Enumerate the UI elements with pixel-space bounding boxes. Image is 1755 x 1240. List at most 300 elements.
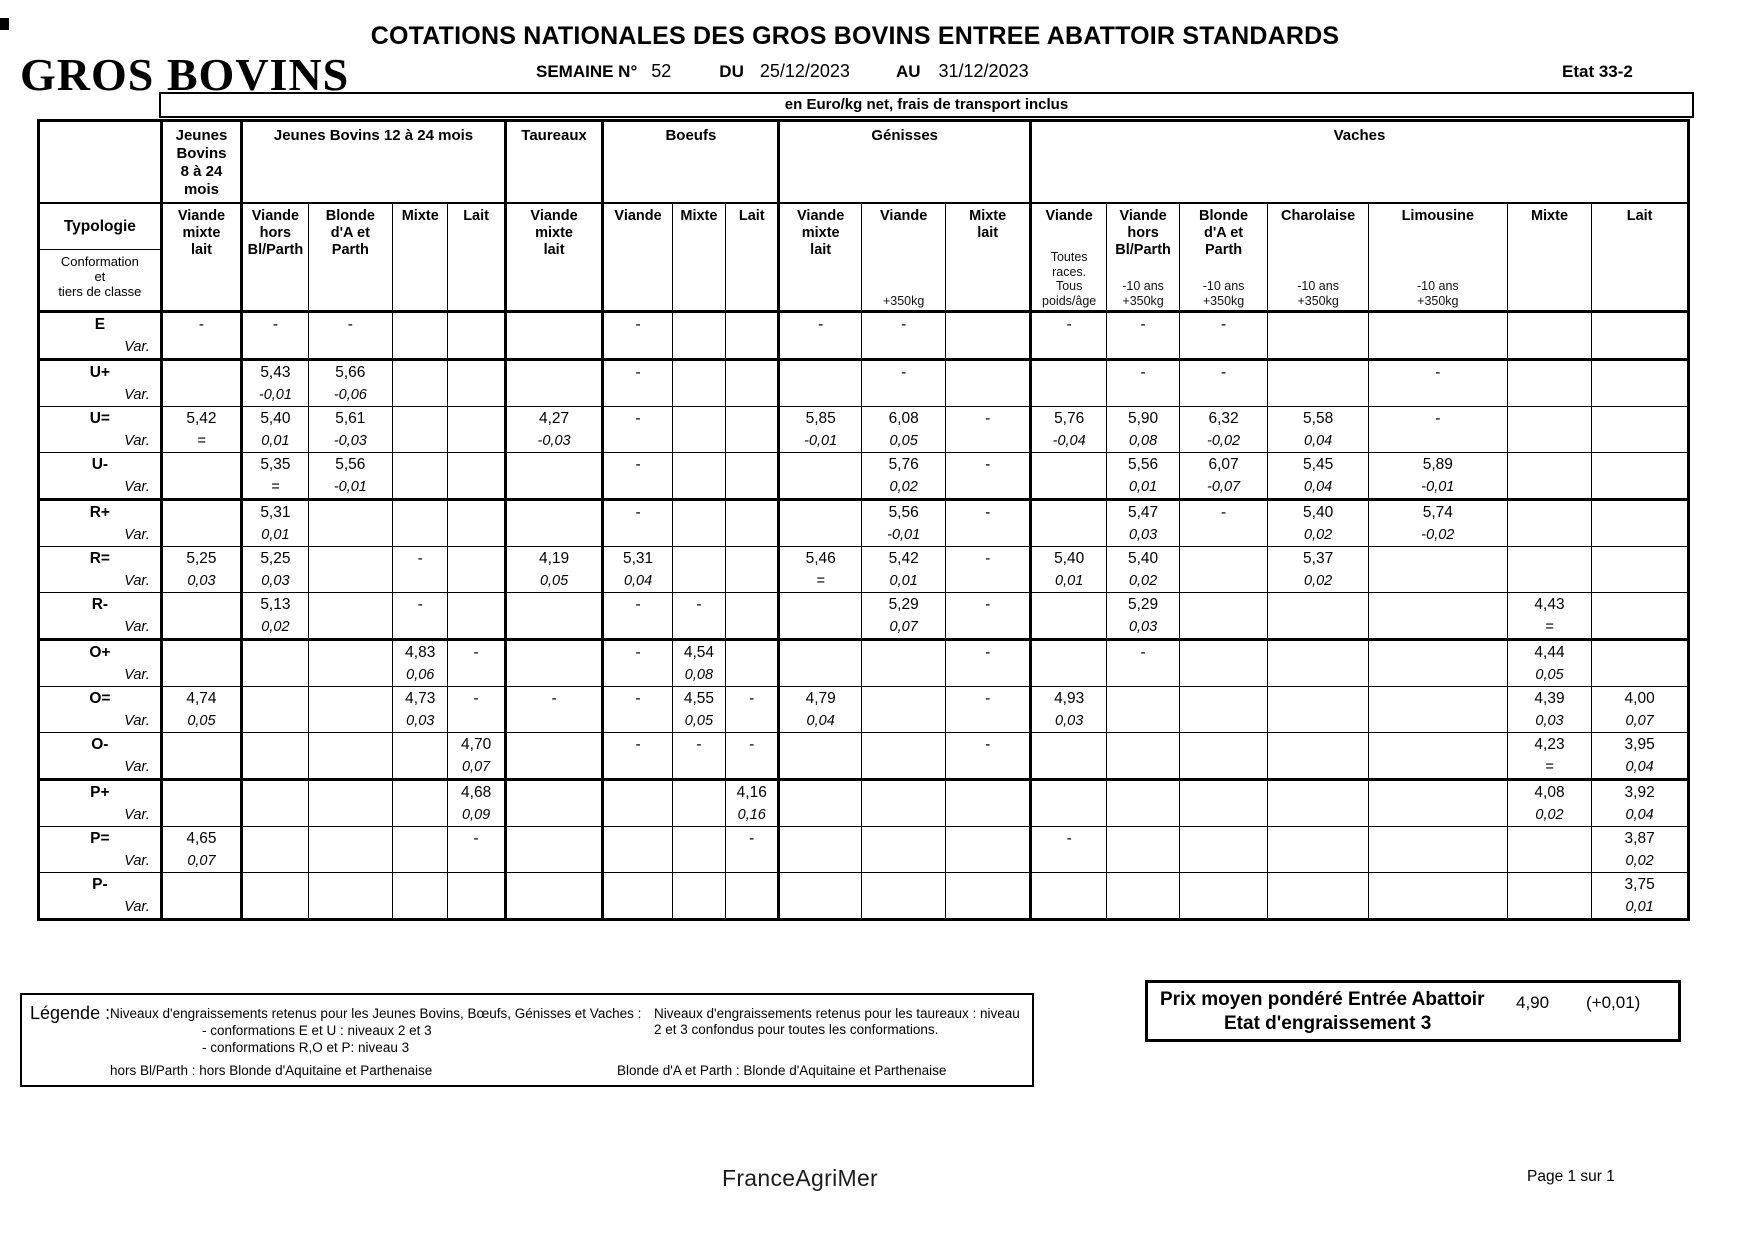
data-cell: - (946, 593, 1031, 640)
column-header: Mixte (672, 203, 725, 312)
data-cell: - (393, 593, 448, 640)
data-cell (393, 407, 448, 453)
data-cell: 5,76 -0,04 (1030, 407, 1106, 453)
data-cell: 4,27 -0,03 (505, 407, 603, 453)
data-cell (308, 500, 393, 547)
group-header: Jeunes Bovins 12 à 24 mois (242, 121, 506, 204)
data-cell: 5,13 0,02 (242, 593, 308, 640)
column-header: Viande mixte lait (161, 203, 241, 312)
data-cell: - (603, 407, 672, 453)
data-cell (1179, 593, 1268, 640)
data-cell: - (161, 312, 241, 360)
data-cell (1268, 687, 1369, 733)
column-header: Lait (1592, 203, 1689, 312)
data-cell: - (1107, 640, 1179, 687)
data-cell (1030, 500, 1106, 547)
data-cell (946, 827, 1031, 873)
data-cell: 5,46 = (779, 547, 861, 593)
legend-label: Légende : (30, 1003, 111, 1023)
data-cell (1507, 453, 1592, 500)
data-cell (1268, 640, 1369, 687)
data-cell: - (603, 593, 672, 640)
data-cell: 4,79 0,04 (779, 687, 861, 733)
data-cell (726, 360, 779, 407)
data-cell: 3,87 0,02 (1592, 827, 1689, 873)
data-cell: 4,23 = (1507, 733, 1592, 780)
data-cell (672, 407, 725, 453)
data-cell (1592, 640, 1689, 687)
data-cell (448, 500, 505, 547)
data-cell: - (603, 312, 672, 360)
data-cell (505, 312, 603, 360)
unit-banner: en Euro/kg net, frais de transport inclus (159, 92, 1694, 118)
table-row (39, 407, 1689, 453)
data-cell: - (946, 407, 1031, 453)
from-value: 25/12/2023 (759, 61, 850, 81)
data-cell (672, 873, 725, 920)
state-ref: Etat 33-2 (1562, 62, 1633, 81)
table-row (39, 312, 1689, 360)
data-cell (1179, 827, 1268, 873)
data-cell: 5,42 0,01 (861, 547, 946, 593)
data-cell (1507, 500, 1592, 547)
data-cell (308, 547, 393, 593)
data-cell: 5,43 -0,01 (242, 360, 308, 407)
data-cell (393, 873, 448, 920)
data-cell (393, 360, 448, 407)
data-cell (779, 593, 861, 640)
data-cell (1368, 547, 1507, 593)
data-cell: - (946, 733, 1031, 780)
data-cell (672, 500, 725, 547)
data-cell (505, 827, 603, 873)
data-cell (1507, 547, 1592, 593)
data-cell: 5,37 0,02 (1268, 547, 1369, 593)
data-cell (242, 873, 308, 920)
table-row (39, 733, 1689, 780)
data-cell: 5,61 -0,03 (308, 407, 393, 453)
data-cell (242, 687, 308, 733)
data-cell (1507, 827, 1592, 873)
data-cell: - (1030, 827, 1106, 873)
data-cell (161, 733, 241, 780)
column-header: Viande mixte lait (779, 203, 861, 312)
data-cell (505, 500, 603, 547)
data-cell: 5,31 0,04 (603, 547, 672, 593)
data-cell (161, 500, 241, 547)
data-cell (161, 873, 241, 920)
data-cell (726, 407, 779, 453)
data-cell (393, 312, 448, 360)
data-cell (1268, 733, 1369, 780)
summary-variation: (+0,01) (1586, 993, 1641, 1012)
data-cell (603, 780, 672, 827)
data-cell: 5,25 0,03 (161, 547, 241, 593)
data-cell: - (946, 640, 1031, 687)
legend-taureaux-line2: 2 et 3 confondus pour toutes les conformations. (654, 1022, 939, 1037)
data-cell (946, 780, 1031, 827)
data-cell (779, 640, 861, 687)
data-cell (726, 593, 779, 640)
row-label: P- Var. (39, 873, 162, 920)
data-cell: 5,40 0,01 (242, 407, 308, 453)
data-cell: - (861, 360, 946, 407)
group-header: Taureaux (505, 121, 603, 204)
legend-main-text: Niveaux d'engraissements retenus pour les Jeunes Bovins, Bœufs, Génisses et Vaches : (110, 1006, 642, 1021)
data-cell: 4,39 0,03 (1507, 687, 1592, 733)
legend-item-1: - conformations E et U : niveaux 2 et 3 (202, 1023, 432, 1038)
table-row (39, 547, 1689, 593)
row-label: P= Var. (39, 827, 162, 873)
data-cell: 4,74 0,05 (161, 687, 241, 733)
data-cell (448, 360, 505, 407)
column-header: Blonde d'A et Parth -10 ans +350kg (1179, 203, 1268, 312)
data-cell (1592, 500, 1689, 547)
data-cell: 5,47 0,03 (1107, 500, 1179, 547)
data-cell: - (505, 687, 603, 733)
column-header: Viande hors Bl/Parth -10 ans +350kg (1107, 203, 1179, 312)
data-cell: 4,44 0,05 (1507, 640, 1592, 687)
data-cell (1592, 547, 1689, 593)
data-cell (308, 873, 393, 920)
data-cell (161, 453, 241, 500)
data-cell (779, 453, 861, 500)
data-cell (505, 873, 603, 920)
data-cell (946, 360, 1031, 407)
data-cell: 3,75 0,01 (1592, 873, 1689, 920)
data-cell (861, 640, 946, 687)
data-cell: - (726, 733, 779, 780)
data-cell (1268, 873, 1369, 920)
data-cell (946, 312, 1031, 360)
data-cell (448, 873, 505, 920)
data-cell: 5,42 = (161, 407, 241, 453)
data-cell: 4,19 0,05 (505, 547, 603, 593)
data-cell: - (1107, 312, 1179, 360)
data-cell: 5,56 0,01 (1107, 453, 1179, 500)
column-header: Mixte (1507, 203, 1592, 312)
to-label: AU (895, 62, 921, 81)
data-cell: 4,68 0,09 (448, 780, 505, 827)
data-cell (1368, 640, 1507, 687)
data-cell (726, 500, 779, 547)
data-cell (161, 360, 241, 407)
table-row (39, 593, 1689, 640)
data-cell (308, 780, 393, 827)
row-label: R- Var. (39, 593, 162, 640)
row-label: U= Var. (39, 407, 162, 453)
data-cell (861, 733, 946, 780)
row-header-cell: Typologie Conformation et tiers de classe (39, 203, 162, 312)
data-cell: 5,56 -0,01 (861, 500, 946, 547)
column-header: Mixte (393, 203, 448, 312)
data-cell: 6,32 -0,02 (1179, 407, 1268, 453)
data-cell (1592, 360, 1689, 407)
data-cell (779, 873, 861, 920)
data-cell: 5,40 0,01 (1030, 547, 1106, 593)
data-cell: - (1179, 312, 1268, 360)
data-cell (1030, 733, 1106, 780)
row-label: O= Var. (39, 687, 162, 733)
data-cell: 3,95 0,04 (1592, 733, 1689, 780)
table-row (39, 873, 1689, 920)
data-cell (1507, 407, 1592, 453)
data-cell (505, 453, 603, 500)
data-cell: 5,66 -0,06 (308, 360, 393, 407)
data-cell: - (1107, 360, 1179, 407)
group-header-row (39, 121, 1689, 204)
data-cell (1592, 407, 1689, 453)
data-cell (1268, 780, 1369, 827)
group-header: Génisses (779, 121, 1031, 204)
data-cell (672, 360, 725, 407)
row-label: P+ Var. (39, 780, 162, 827)
table-row (39, 780, 1689, 827)
data-cell: - (448, 827, 505, 873)
data-cell (603, 827, 672, 873)
page-number: Page 1 sur 1 (1527, 1168, 1615, 1185)
data-cell: 4,43 = (1507, 593, 1592, 640)
data-cell: - (946, 453, 1031, 500)
data-cell (393, 827, 448, 873)
data-cell: - (308, 312, 393, 360)
data-cell (726, 547, 779, 593)
legend-item-2: - conformations R,O et P: niveau 3 (202, 1040, 410, 1055)
legend-note-right: Blonde d'A et Parth : Blonde d'Aquitaine et Parthenaise (617, 1063, 947, 1078)
brand-footer: FranceAgriMer (722, 1165, 878, 1191)
data-cell: 5,45 0,04 (1268, 453, 1369, 500)
data-cell (505, 733, 603, 780)
row-label: O+ Var. (39, 640, 162, 687)
quotation-table-wrap (37, 119, 1690, 921)
data-cell (448, 547, 505, 593)
data-cell (1107, 780, 1179, 827)
data-cell (1507, 312, 1592, 360)
data-cell (393, 453, 448, 500)
from-label: DU (719, 62, 744, 81)
group-header: Vaches (1030, 121, 1688, 204)
data-cell (161, 640, 241, 687)
data-cell (779, 827, 861, 873)
column-header: Lait (726, 203, 779, 312)
legend-taureaux-line1: Niveaux d'engraissements retenus pour les taureaux : niveau (654, 1006, 1020, 1021)
data-cell (1592, 312, 1689, 360)
data-cell: 5,35 = (242, 453, 308, 500)
data-cell: - (603, 640, 672, 687)
data-cell: 5,29 0,07 (861, 593, 946, 640)
data-cell (1030, 453, 1106, 500)
data-cell: 4,83 0,06 (393, 640, 448, 687)
data-cell: - (1030, 312, 1106, 360)
data-cell (1107, 687, 1179, 733)
table-row (39, 640, 1689, 687)
data-cell (308, 593, 393, 640)
data-cell: 5,74 -0,02 (1368, 500, 1507, 547)
data-cell (726, 873, 779, 920)
data-cell: - (861, 312, 946, 360)
data-cell: - (603, 360, 672, 407)
week-label: SEMAINE N° (536, 62, 638, 81)
table-row (39, 827, 1689, 873)
data-cell (1268, 360, 1369, 407)
data-cell (726, 312, 779, 360)
data-cell: 5,29 0,03 (1107, 593, 1179, 640)
product-title: GROS BOVINS (20, 49, 350, 100)
data-cell: 6,08 0,05 (861, 407, 946, 453)
week-line (536, 61, 1029, 82)
data-cell (1368, 780, 1507, 827)
data-cell (1592, 453, 1689, 500)
data-cell: - (603, 500, 672, 547)
data-cell (1179, 873, 1268, 920)
data-cell: - (672, 733, 725, 780)
row-label: E Var. (39, 312, 162, 360)
table-row (39, 687, 1689, 733)
data-cell: 4,93 0,03 (1030, 687, 1106, 733)
data-cell: 5,89 -0,01 (1368, 453, 1507, 500)
data-cell (393, 500, 448, 547)
data-cell: - (603, 453, 672, 500)
data-cell (505, 640, 603, 687)
data-cell (672, 827, 725, 873)
data-cell: - (242, 312, 308, 360)
data-cell: - (726, 687, 779, 733)
data-cell (779, 733, 861, 780)
data-cell (242, 640, 308, 687)
data-cell (861, 873, 946, 920)
column-header: Viande mixte lait (505, 203, 603, 312)
data-cell (779, 780, 861, 827)
data-cell (1107, 873, 1179, 920)
column-header: Blonde d'A et Parth (308, 203, 393, 312)
data-cell (1030, 873, 1106, 920)
data-cell (1507, 360, 1592, 407)
data-cell (242, 733, 308, 780)
data-cell: 6,07 -0,07 (1179, 453, 1268, 500)
data-cell (1107, 733, 1179, 780)
quotation-table (37, 119, 1690, 921)
data-cell (946, 873, 1031, 920)
data-cell (1179, 687, 1268, 733)
data-cell (308, 640, 393, 687)
group-header: Boeufs (603, 121, 779, 204)
data-cell (242, 827, 308, 873)
data-cell: 4,54 0,08 (672, 640, 725, 687)
data-cell: 4,65 0,07 (161, 827, 241, 873)
data-cell: - (672, 593, 725, 640)
table-row (39, 500, 1689, 547)
data-cell (393, 780, 448, 827)
data-cell (861, 687, 946, 733)
data-cell (779, 360, 861, 407)
data-cell: 5,90 0,08 (1107, 407, 1179, 453)
data-cell: - (779, 312, 861, 360)
data-cell (448, 312, 505, 360)
column-header: Limousine -10 ans +350kg (1368, 203, 1507, 312)
data-cell: - (946, 547, 1031, 593)
data-cell (603, 873, 672, 920)
data-cell (861, 827, 946, 873)
data-cell: 4,16 0,16 (726, 780, 779, 827)
data-cell: - (393, 547, 448, 593)
data-cell (448, 407, 505, 453)
data-cell (161, 593, 241, 640)
row-label: U- Var. (39, 453, 162, 500)
data-cell (1368, 312, 1507, 360)
data-cell (1030, 640, 1106, 687)
data-cell (779, 500, 861, 547)
column-header: Charolaise -10 ans +350kg (1268, 203, 1369, 312)
data-cell: - (603, 733, 672, 780)
data-cell (1368, 687, 1507, 733)
data-cell (1592, 593, 1689, 640)
summary-title-line1: Prix moyen pondéré Entrée Abattoir (1160, 989, 1485, 1010)
data-cell: 5,25 0,03 (242, 547, 308, 593)
data-cell: - (726, 827, 779, 873)
column-header: Viande Toutes races. Tous poids/âge (1030, 203, 1106, 312)
summary-title-line2: Etat d'engraissement 3 (1224, 1013, 1432, 1034)
data-cell: 4,55 0,05 (672, 687, 725, 733)
data-cell (505, 780, 603, 827)
data-cell (672, 547, 725, 593)
data-cell: 5,56 -0,01 (308, 453, 393, 500)
data-cell: 4,70 0,07 (448, 733, 505, 780)
data-cell (1179, 780, 1268, 827)
column-header: Viande (603, 203, 672, 312)
data-cell: - (1179, 360, 1268, 407)
table-row (39, 453, 1689, 500)
data-cell (726, 640, 779, 687)
row-label: U+ Var. (39, 360, 162, 407)
data-cell (1368, 873, 1507, 920)
data-cell (308, 687, 393, 733)
column-header-row (39, 203, 1689, 312)
scan-artifact (0, 18, 9, 30)
data-cell: - (1368, 360, 1507, 407)
data-cell (672, 780, 725, 827)
data-cell: - (1368, 407, 1507, 453)
summary-value: 4,90 (1516, 993, 1550, 1012)
data-cell: 4,08 0,02 (1507, 780, 1592, 827)
group-header: Jeunes Bovins 8 à 24 mois (161, 121, 241, 204)
data-cell (1030, 780, 1106, 827)
data-cell (242, 780, 308, 827)
data-cell (448, 453, 505, 500)
data-cell (393, 733, 448, 780)
column-header: Lait (448, 203, 505, 312)
data-cell (1179, 733, 1268, 780)
data-cell: - (448, 687, 505, 733)
corner-cell (39, 121, 162, 204)
data-cell: - (448, 640, 505, 687)
data-cell: 5,76 0,02 (861, 453, 946, 500)
data-cell: 5,31 0,01 (242, 500, 308, 547)
week-value: 52 (651, 61, 672, 81)
data-cell (726, 453, 779, 500)
data-cell: 4,73 0,03 (393, 687, 448, 733)
to-value: 31/12/2023 (938, 61, 1029, 81)
data-cell (1030, 360, 1106, 407)
data-cell: - (946, 687, 1031, 733)
data-cell (672, 312, 725, 360)
data-cell (672, 453, 725, 500)
data-cell: - (1179, 500, 1268, 547)
data-cell (1179, 547, 1268, 593)
data-cell (1030, 593, 1106, 640)
table-row (39, 360, 1689, 407)
data-cell (1268, 593, 1369, 640)
legend-box (20, 993, 1034, 1087)
